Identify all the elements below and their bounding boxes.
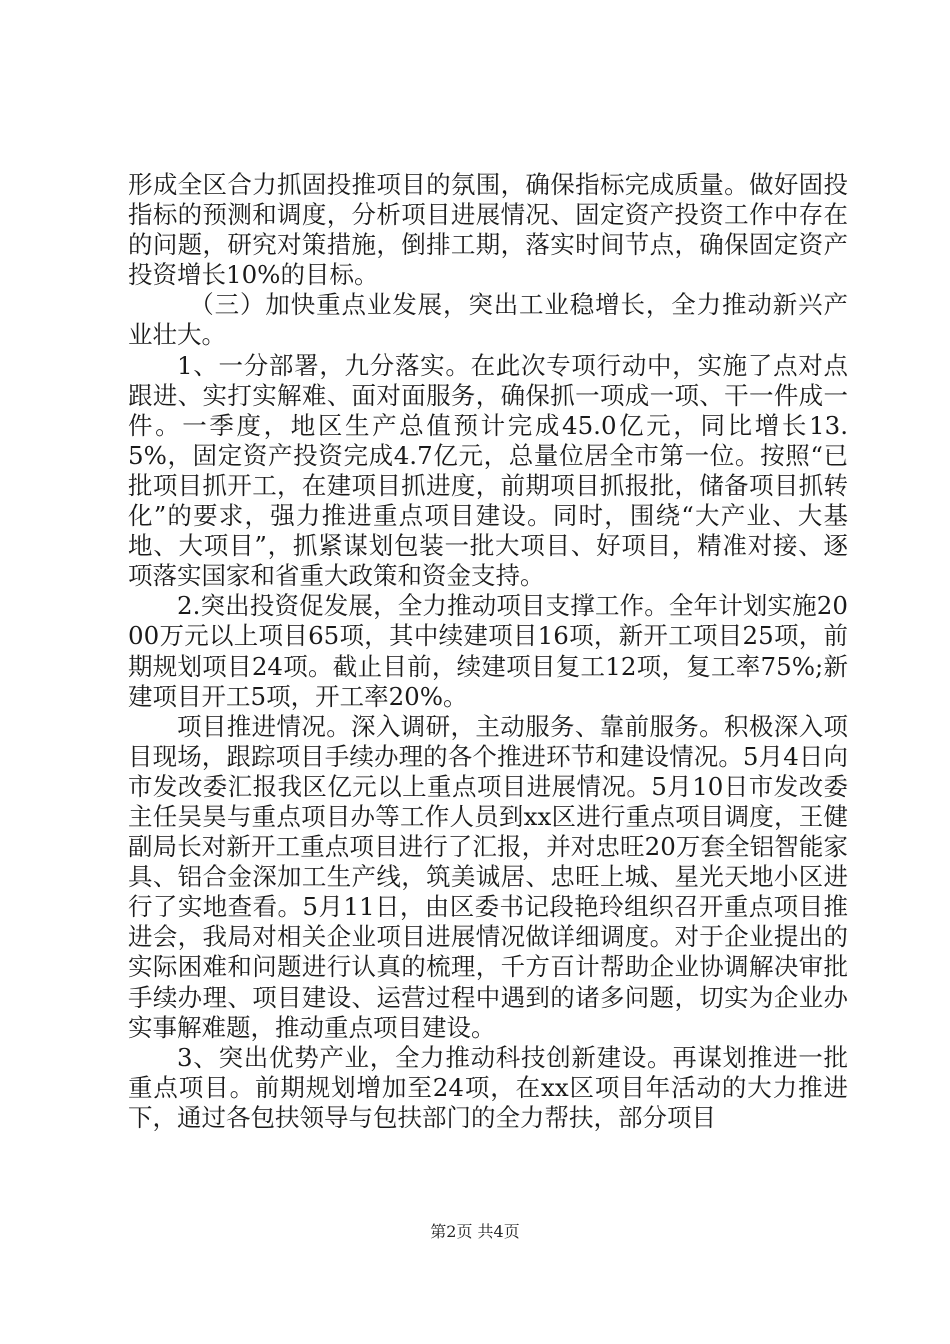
document-body (128, 170, 848, 1133)
paragraph-item-3: 3、突出优势产业，全力推动科技创新建设。再谋划推进一批重点项目。前期规划增加至24项，在xx区项目年活动的大力推进下，通过各包扶领导与包扶部门的全力帮扶，部分项目 (128, 1042, 848, 1132)
section-heading: （三）加快重点业发展，突出工业稳增长，全力推动新兴产业壮大。 (128, 290, 848, 350)
paragraph-item-2: 2.突出投资促发展，全力推动项目支撑工作。全年计划实施2000万元以上项目65项，其中续建项目16项，新开工项目25项，前期规划项目24项。截止目前，续建项目复工12项，复工率75%;新建项目开工5项，开工率20%。 (128, 591, 848, 711)
paragraph-item-1: 1、一分部署，九分落实。在此次专项行动中，实施了点对点跟进、实打实解难、面对面服务，确保抓一项成一项、干一件成一件。一季度，地区生产总值预计完成45.0亿元，同比增长13.5%，固定资产投资完成4.7亿元，总量位居全市第一位。按照“已批项目抓开工，在建项目抓进度，前期项目抓报批，储备项目抓转化”的要求，强力推进重点项目建设。同时，围绕“大产业、大基地、大项目”，抓紧谋划包装一批大项目、好项目，精准对接、逐项落实国家和省重大政策和资金支持。 (128, 350, 848, 591)
paragraph-continuation: 形成全区合力抓固投推项目的氛围，确保指标完成质量。做好固投指标的预测和调度，分析项目进展情况、固定资产投资工作中存在的问题，研究对策措施，倒排工期，落实时间节点，确保固定资产投资增长10%的目标。 (128, 170, 848, 290)
paragraph-project-progress: 项目推进情况。深入调研，主动服务、靠前服务。积极深入项目现场，跟踪项目手续办理的各个推进环节和建设情况。5月4日向市发改委汇报我区亿元以上重点项目进展情况。5月10日市发改委主任吴昊与重点项目办等工作人员到xx区进行重点项目调度，王健副局长对新开工重点项目进行了汇报，并对忠旺20万套全铝智能家具、铝合金深加工生产线，筑美诚居、忠旺上城、星光天地小区进行了实地查看。5月11日，由区委书记段艳玲组织召开重点项目推进会，我局对相关企业项目进展情况做详细调度。对于企业提出的实际困难和问题进行认真的梳理，千方百计帮助企业协调解决审批手续办理、项目建设、运营过程中遇到的诸多问题，切实为企业办实事解难题，推动重点项目建设。 (128, 711, 848, 1042)
page-footer: 第2页 共4页 (430, 1222, 520, 1241)
